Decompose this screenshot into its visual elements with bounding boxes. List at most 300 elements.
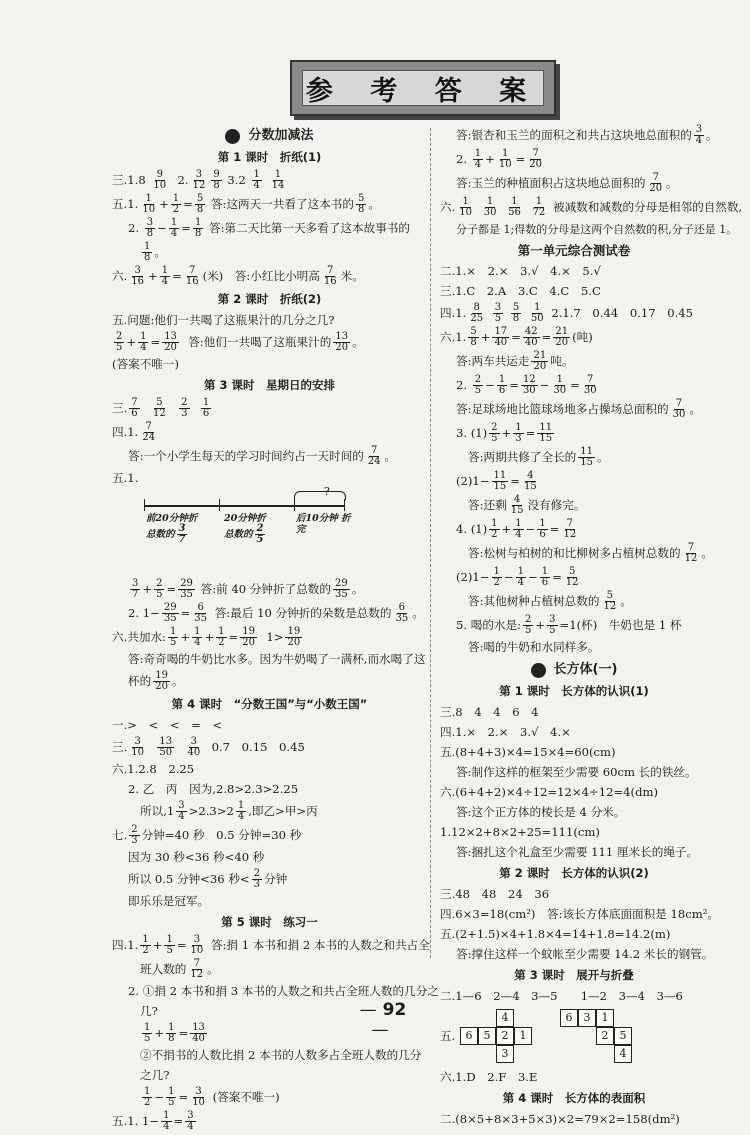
fraction-denominator: 6 — [131, 408, 138, 419]
fraction-denominator: 5 — [166, 945, 173, 956]
fraction-denominator: 40 — [192, 1033, 205, 1044]
fraction-denominator: 35 — [334, 589, 348, 600]
answer-line: 2. 乙 丙 因为,2.8>2.3>2.25 — [128, 782, 299, 797]
answer-text: 六.1. — [440, 330, 467, 345]
fraction-numerator: 2 — [181, 397, 188, 408]
fraction-numerator: 21 — [555, 326, 569, 337]
fraction-numerator: 3 — [134, 736, 141, 747]
fraction-denominator: 5 — [474, 385, 482, 396]
fraction-numerator: 5 — [156, 397, 163, 408]
fraction-numerator: 1 — [194, 217, 202, 228]
fraction-denominator: 14 — [271, 180, 285, 191]
answer-text: 3. (1) — [456, 426, 488, 441]
answer-line: $\frac{1}{5}$ + $\frac{1}{8}$ = $\frac{13}{40}$ — [144, 1022, 205, 1044]
answer-line: 三.1.C 2.A 3.C 4.C 5.C — [440, 284, 601, 299]
answer-line: 答:奇奇喝的牛奶比水多。因为牛奶喝了一满杯,而水喝了这 — [128, 652, 426, 667]
fraction-numerator: 3 — [178, 800, 185, 811]
fraction — [171, 194, 181, 215]
fraction — [184, 266, 201, 287]
diagram-brace — [294, 491, 346, 500]
answer-text: 2.1.7 0.44 0.17 0.45 — [551, 306, 694, 321]
answer-line: 答:银杏和玉兰的面积之和共占这块地总面积的 $\frac{3}{4}$ 。 — [456, 124, 718, 146]
answer-line: 五.1. $\frac{1}{10}$ + $\frac{1}{2}$ = $\frac{5}{8}$ 答:这两天一共看了这本书的 $\frac{5}{8}$ 。 — [112, 193, 380, 215]
fraction — [582, 375, 599, 396]
fraction-numerator: 7 — [652, 172, 659, 183]
fraction-numerator: 13 — [335, 331, 349, 342]
answer-line: ②不捐书的人数比捐 2 本书的人数多占全班人数的几分 — [140, 1048, 422, 1063]
fraction-denominator: 4 — [163, 1121, 170, 1132]
fraction — [513, 423, 523, 444]
fraction-denominator: 5 — [144, 1033, 151, 1044]
diagram-tick — [294, 499, 295, 511]
fraction-numerator: 1 — [163, 1110, 170, 1121]
fraction — [191, 170, 208, 191]
answer-text: =1(杯) 牛奶也是 1 杯 — [559, 618, 682, 633]
fraction — [457, 197, 474, 218]
answer-text: 答:捐 1 本书和捐 2 本书的人数之和共占全 — [210, 938, 430, 953]
diagram-tick — [219, 499, 220, 511]
fraction-numerator: 5 — [470, 326, 477, 337]
fraction-denominator: 6 — [541, 577, 549, 588]
diagram-label: 后10分钟 折完 — [296, 513, 351, 536]
answer-line: 四.6×3=18(cm²) 答:该长方体底面面积是 18cm²。 — [440, 907, 719, 922]
answer-text: ,即乙>甲>丙 — [248, 804, 318, 819]
unit-number-icon — [225, 129, 240, 144]
fraction-numerator: 21 — [533, 350, 547, 361]
answer-text: 答:玉兰的种植面积占这块地总面积的 — [456, 176, 646, 191]
fraction-numerator: 7 — [566, 518, 573, 529]
fraction-denominator: 2 — [142, 945, 149, 956]
answer-text: 2. — [177, 173, 189, 188]
answer-line: 三.8 4 4 6 4 — [440, 705, 539, 720]
answer-text: 2. — [456, 152, 468, 167]
fraction-numerator: 7 — [587, 374, 594, 385]
answer-text: (米) 答:小红比小明高 — [202, 269, 320, 284]
fraction-numerator: 5 — [606, 590, 613, 601]
fraction-denominator: 35 — [395, 613, 409, 624]
fraction-denominator: 5 — [169, 637, 177, 648]
fraction — [193, 218, 203, 239]
fraction-denominator: 8 — [194, 228, 202, 239]
answer-line — [112, 825, 427, 846]
fraction — [527, 149, 544, 170]
fraction — [186, 737, 203, 758]
fraction-numerator: 1 — [462, 196, 469, 207]
fraction-denominator: 2 — [218, 637, 225, 648]
diagram-label — [146, 513, 197, 545]
answer-line: 六. $\frac{3}{16}$ + $\frac{1}{4}$ = $\frac{7}{16}$ (米) 答:小红比小明高 $\frac{7}{16}$ 米。 — [112, 265, 364, 287]
fraction — [138, 332, 148, 353]
fraction-numerator: 13 — [164, 331, 177, 342]
fraction-numerator: 8 — [473, 302, 480, 313]
answer-line: 六.(6+4+2)×4÷12=12×4÷12=4(dm) — [440, 785, 659, 800]
fraction-numerator: 9 — [156, 169, 163, 180]
fraction — [216, 627, 226, 648]
fraction-numerator: 1 — [144, 1022, 151, 1033]
fraction — [551, 375, 568, 396]
answer-text: 2. 1− — [128, 606, 160, 621]
answer-line: 答:两期共修了全长的 $\frac{11}{15}$ 。 — [468, 446, 609, 468]
fraction-numerator: 29 — [334, 578, 348, 589]
answer-text: 分钟=40 秒 0.5 分钟=30 秒 — [141, 828, 302, 843]
fraction-denominator: 5 — [525, 625, 532, 636]
answer-text: 七. — [112, 828, 128, 843]
fraction-denominator: 56 — [508, 207, 521, 218]
fraction-denominator: 3 — [253, 879, 261, 890]
fraction-denominator: 5 — [491, 433, 498, 444]
fraction-denominator: 30 — [553, 385, 567, 396]
diagram-question-mark: ? — [324, 485, 330, 498]
answer-text: 班人数的 — [140, 962, 187, 977]
fraction — [493, 303, 503, 324]
fraction-numerator: 3 — [190, 736, 198, 747]
diagram-tick — [344, 499, 345, 511]
fraction-numerator: 3 — [187, 1110, 194, 1121]
fraction — [151, 170, 168, 191]
test-heading: 第一单元综合测试卷 — [517, 242, 631, 258]
answer-line: 答:喝的牛奶和水同样多。 — [468, 640, 600, 655]
answer-line: $\frac{3}{7}$ + $\frac{2}{5}$ = $\frac{29}{35}$ 答:前 40 分钟折了总数的 $\frac{29}{35}$ 。 — [132, 578, 364, 600]
answer-line: $\frac{1}{2}$ − $\frac{1}{5}$ = $\frac{3}{10}$ (答案不唯一) — [144, 1086, 280, 1108]
fraction-numerator: 2 — [525, 614, 532, 625]
fraction — [531, 351, 548, 372]
fraction-numerator: 11 — [539, 422, 553, 433]
fraction — [192, 627, 202, 648]
answer-text: 答:一个小学生每天的学习时间约占一天时间的 — [128, 449, 364, 464]
cube-nets — [440, 1009, 708, 1065]
fraction-denominator: 10 — [142, 204, 156, 215]
fraction-denominator: 4 — [695, 135, 703, 146]
fraction-numerator: 1 — [202, 397, 210, 408]
fraction — [578, 447, 595, 468]
fraction — [252, 170, 262, 191]
fraction-numerator: 1 — [539, 518, 546, 529]
fraction-denominator: 8 — [146, 228, 154, 239]
diagram-label-text: 20分钟折 总数的 — [224, 513, 266, 541]
answer-text: (吨) — [572, 330, 593, 345]
fraction-numerator: 2 — [156, 578, 163, 589]
answer-line: 4. (1) $\frac{1}{2}$ + $\frac{1}{4}$ − $\frac{1}{6}$ = $\frac{7}{12}$ — [456, 518, 577, 540]
fraction-numerator: 1 — [144, 241, 151, 252]
answer-text: 答:这两天一共看了这本书的 — [210, 197, 354, 212]
lesson1-heading: 第 1 课时 折纸(1) — [217, 150, 322, 165]
fraction-denominator: 3 — [131, 835, 138, 846]
fraction — [190, 1087, 207, 1108]
answer-text: 四.1. — [440, 306, 467, 321]
fraction — [129, 737, 146, 758]
answer-line: 答:松树与柏树的和比柳树多占植树总数的 $\frac{7}{12}$ 。 — [468, 542, 713, 564]
answer-line — [112, 422, 427, 443]
answer-text: 答:足球场地比篮球场地多占操场总面积的 — [456, 402, 669, 417]
fraction-numerator: 2 — [116, 331, 123, 342]
fraction-denominator: 20 — [242, 637, 255, 648]
fraction-denominator: 4 — [170, 228, 178, 239]
answer-line: 五.(8+4+3)×4=15×4=60(cm) — [440, 745, 616, 760]
fraction-denominator: 12 — [190, 969, 204, 980]
fraction-denominator: 50 — [159, 747, 173, 758]
fraction — [647, 173, 664, 194]
fraction-numerator: 1 — [194, 626, 201, 637]
fraction-numerator: 1 — [142, 934, 149, 945]
lesson2-heading: 第 2 课时 折纸(2) — [217, 292, 322, 307]
fraction-numerator: 3 — [178, 523, 186, 535]
fraction — [468, 303, 485, 324]
fraction-numerator: 13 — [192, 1022, 205, 1033]
answer-line: (2)1− $\frac{1}{2}$ − $\frac{1}{4}$ − $\frac{1}{6}$ = $\frac{5}{12}$ — [456, 566, 579, 588]
fraction-numerator: 5 — [358, 193, 365, 204]
fraction-denominator: 16 — [185, 276, 199, 287]
answer-line — [440, 495, 708, 516]
answer-text: 六. — [440, 200, 456, 215]
fraction — [537, 423, 554, 444]
answer-line: 二.(8×5+8×3+5×3)×2=79×2=158(dm²) — [440, 1112, 680, 1127]
cuboid-lesson2-heading: 第 2 课时 长方体的认识(2) — [499, 866, 649, 881]
fraction-denominator: 4 — [253, 180, 260, 191]
fraction-denominator: 4 — [187, 1121, 194, 1132]
fraction-numerator: 1 — [140, 331, 147, 342]
fraction-numerator: 1 — [161, 265, 169, 276]
answer-text: 被减数和减数的分母是相邻的自然数, — [552, 200, 743, 215]
answer-line: 2. $\frac{2}{5}$ − $\frac{1}{6}$ = $\frac{12}{30}$ − $\frac{1}{30}$ = $\frac{7}{30}$ — [456, 374, 597, 396]
fraction-denominator: 5 — [168, 1097, 175, 1108]
fraction — [252, 869, 262, 890]
fraction — [564, 567, 581, 588]
fraction — [140, 935, 150, 956]
fraction-denominator: 5 — [256, 534, 264, 546]
fraction-denominator: 5 — [549, 625, 556, 636]
fraction-denominator: 15 — [493, 481, 507, 492]
fraction — [333, 332, 350, 353]
fraction-denominator: 4 — [178, 811, 185, 822]
answer-text: 三. — [112, 401, 128, 416]
fraction — [192, 603, 209, 624]
fraction-denominator: 4 — [474, 159, 482, 170]
fraction — [529, 303, 546, 324]
fraction-numerator: 1 — [237, 800, 245, 811]
fraction-numerator: 3 — [132, 578, 139, 589]
fraction — [114, 332, 124, 353]
fraction — [236, 801, 246, 822]
page-title: 参 考 答 案 — [302, 70, 544, 106]
fraction-denominator: 20 — [287, 637, 301, 648]
fraction-numerator: 3 — [695, 124, 703, 135]
fraction-denominator: 4 — [517, 577, 524, 588]
answer-line — [112, 869, 427, 890]
fraction-denominator: 10 — [192, 1097, 205, 1108]
fraction — [185, 1111, 195, 1132]
fraction — [169, 218, 179, 239]
fraction — [333, 579, 350, 600]
fraction — [189, 935, 206, 956]
answer-line: 二.1—6 2—4 3—5 1—2 3—4 3—6 — [440, 989, 683, 1004]
answer-line: 因为 30 秒<36 秒<40 秒 — [128, 850, 265, 865]
fraction — [270, 170, 287, 191]
answer-text: 四.1. — [112, 938, 139, 953]
fraction-numerator: 1 — [534, 302, 541, 313]
fraction — [201, 398, 211, 419]
fraction-denominator: 6 — [202, 408, 210, 419]
answer-line: 六.1.D 2.F 3.E — [440, 1070, 538, 1085]
right-column — [440, 122, 743, 1131]
fraction — [129, 398, 139, 419]
fraction — [157, 737, 174, 758]
fraction-denominator: 30 — [522, 385, 536, 396]
fraction — [285, 627, 302, 648]
fraction-numerator: 7 — [131, 397, 138, 408]
answer-text: 三. — [112, 740, 128, 755]
fraction-numerator: 1 — [168, 1022, 175, 1033]
fraction-denominator: 25 — [470, 313, 484, 324]
fraction — [166, 1087, 176, 1108]
fraction-denominator: 10 — [459, 207, 473, 218]
fraction — [190, 1023, 207, 1044]
answer-line — [440, 303, 708, 324]
answer-line — [112, 398, 427, 419]
fraction-denominator: 3 — [515, 433, 522, 444]
fraction-denominator: 16 — [131, 276, 145, 287]
net-face: 6 — [460, 1027, 478, 1045]
fraction — [255, 524, 266, 545]
answer-line: 五.问题:他们一共喝了这瓶果汁的几分之几? — [112, 313, 335, 328]
answer-text: 四.1. — [112, 425, 139, 440]
fraction — [393, 603, 410, 624]
unit2-heading — [440, 662, 708, 679]
fraction — [473, 149, 483, 170]
fraction-denominator: 15 — [539, 433, 553, 444]
fraction-denominator: 7 — [132, 589, 139, 600]
answer-line: (2)1− $\frac{11}{15}$ = $\frac{4}{15}$ — [456, 470, 537, 492]
fraction — [211, 170, 221, 191]
answer-text: (2)1− — [456, 474, 490, 489]
answer-text: 2. — [456, 378, 468, 393]
fraction-numerator: 3 — [195, 1086, 202, 1097]
fraction-denominator: 12 — [153, 408, 166, 419]
fraction-numerator: 7 — [327, 265, 334, 276]
cuboid-lesson3-heading: 第 3 课时 展开与折叠 — [514, 968, 634, 983]
fraction-denominator: 8 — [213, 180, 220, 191]
fraction-denominator: 35 — [163, 613, 177, 624]
unit2-title: 长方体(一) — [553, 662, 618, 678]
fraction-denominator: 6 — [539, 529, 546, 540]
answer-text: 5. 喝的水是: — [456, 618, 522, 633]
fraction — [522, 471, 539, 492]
fraction — [683, 543, 700, 564]
diagram-tick — [144, 499, 145, 511]
answer-line: 答:这个正方体的棱长是 4 分米。 — [456, 805, 626, 820]
fraction-numerator: 42 — [524, 326, 538, 337]
fraction-denominator: 20 — [533, 361, 547, 372]
fraction — [166, 1023, 176, 1044]
answer-line: 二.1.× 2.× 3.√ 4.× 5.√ — [440, 264, 601, 279]
net-face: 4 — [496, 1009, 514, 1027]
net-face: 3 — [578, 1009, 596, 1027]
fraction — [489, 519, 499, 540]
fraction-denominator: 4 — [161, 276, 169, 287]
net-face: 1 — [514, 1027, 532, 1045]
fraction — [540, 567, 550, 588]
answer-text: (答案不唯一) — [212, 1090, 280, 1105]
answer-text: 答:第二天比第一天多看了这本故事书的 — [209, 221, 411, 236]
fraction — [537, 519, 547, 540]
fraction — [188, 959, 205, 980]
answer-text: 三.1.8 — [112, 173, 146, 188]
answer-text: 1> — [266, 630, 284, 645]
fraction — [145, 218, 155, 239]
fraction-numerator: 7 — [193, 958, 200, 969]
answer-text: 五. — [440, 1029, 456, 1043]
fraction — [322, 266, 339, 287]
fraction — [151, 398, 168, 419]
answer-line — [440, 196, 743, 218]
fraction-denominator: 6 — [498, 385, 506, 396]
fraction — [492, 471, 509, 492]
fraction-numerator: 1 — [515, 422, 522, 433]
answer-text: 0.7 0.15 0.45 — [211, 740, 305, 755]
fraction — [506, 197, 523, 218]
fraction-numerator: 7 — [145, 421, 152, 432]
unit-number-icon — [531, 663, 546, 678]
fraction-numerator: 1 — [218, 626, 225, 637]
answer-text: 六. — [112, 269, 128, 284]
fraction-numerator: 19 — [242, 626, 255, 637]
answer-text: 答:松树与柏树的和比柳树多占植树总数的 — [468, 546, 681, 561]
fraction-denominator: 10 — [498, 159, 512, 170]
fraction-numerator: 1 — [517, 566, 524, 577]
fraction — [509, 495, 526, 516]
answer-line: 之几? — [140, 1068, 170, 1083]
answer-line: (答案不唯一) — [112, 357, 180, 372]
fraction-numerator: 1 — [486, 196, 494, 207]
answer-line — [112, 801, 427, 822]
answer-text: 五.1. — [112, 197, 139, 212]
fraction — [601, 591, 618, 612]
fraction — [168, 627, 178, 648]
fraction-numerator: 1 — [474, 148, 482, 159]
answer-line: 五.1. 1− $\frac{1}{4}$ = $\frac{3}{4}$ — [112, 1110, 194, 1132]
fraction-numerator: 1 — [502, 148, 509, 159]
fraction — [473, 375, 483, 396]
fraction-denominator: 72 — [532, 207, 546, 218]
fraction-numerator: 2 — [256, 523, 264, 535]
answer-line: 2. 1− $\frac{29}{35}$ = $\frac{6}{35}$ 答:最后 10 分钟折的朵数是总数的 $\frac{6}{35}$ 。 — [128, 602, 424, 624]
answer-line: 答:一个小学生每天的学习时间约占一天时间的 $\frac{7}{24}$ 。 — [128, 445, 397, 467]
fraction-denominator: 30 — [583, 385, 597, 396]
fraction-denominator: 5 — [116, 342, 123, 353]
fraction — [492, 327, 509, 348]
fraction — [195, 194, 205, 215]
fraction-denominator: 15 — [510, 505, 524, 516]
fraction-numerator: 1 — [535, 196, 543, 207]
fraction-numerator: 1 — [556, 374, 563, 385]
fraction-numerator: 1 — [144, 1086, 151, 1097]
fraction-numerator: 19 — [287, 626, 301, 637]
fraction-numerator: 1 — [170, 217, 178, 228]
fraction-denominator: 2 — [144, 1097, 151, 1108]
fraction-numerator: 12 — [522, 374, 536, 385]
fraction-denominator: 12 — [684, 553, 698, 564]
answer-line: 3. (1) $\frac{2}{5}$ + $\frac{1}{3}$ = $\frac{11}{15}$ — [456, 422, 553, 444]
net-face: 5 — [614, 1027, 632, 1045]
fraction-denominator: 24 — [142, 432, 156, 443]
fraction-numerator: 1 — [493, 566, 500, 577]
fraction — [164, 935, 174, 956]
fraction-numerator: 2 — [253, 868, 261, 879]
left-column — [112, 122, 439, 1135]
fraction-denominator: 5 — [494, 313, 502, 324]
fraction-denominator: 20 — [555, 337, 569, 348]
fraction-numerator: 7 — [675, 398, 683, 409]
lesson5-heading: 第 5 课时 练习一 — [221, 915, 318, 930]
